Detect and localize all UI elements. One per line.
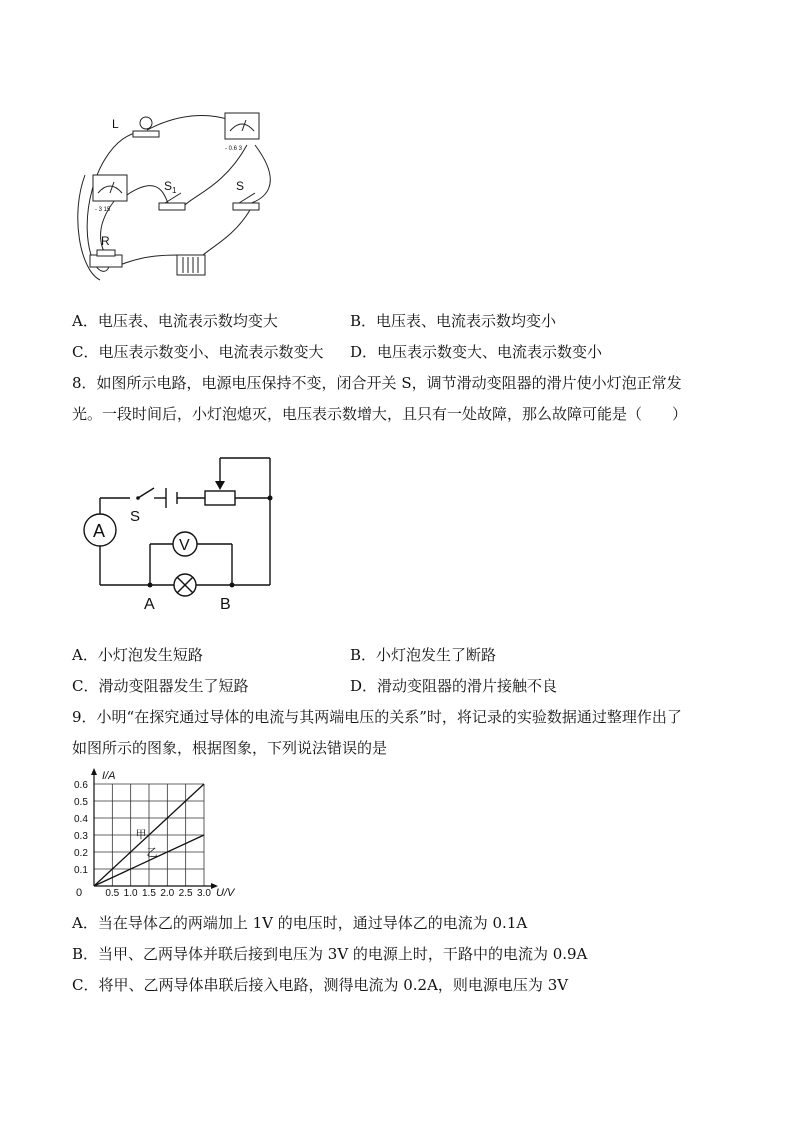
q8-option-b[interactable]: B．小灯泡发生了断路 — [350, 646, 497, 664]
q7-ammeter — [225, 113, 259, 152]
q8-circuit-diagram — [80, 448, 280, 616]
chart-x-tick-label: 2.5 — [178, 888, 193, 899]
q9-stem-line2: 如图所示的图象，根据图象，下列说法错误的是 — [72, 739, 388, 757]
q7-battery — [177, 255, 205, 275]
chart-x-tick-label: 2.0 — [160, 888, 175, 899]
q9-iv-chart — [72, 768, 262, 903]
q8-voltmeter — [173, 532, 197, 556]
q7-voltmeter — [93, 175, 127, 213]
q7-switch-s1-label: S — [164, 179, 173, 193]
q7-resistor-label: R — [101, 234, 110, 248]
chart-series-label: 甲 — [135, 829, 147, 842]
chart-y-arrow — [91, 768, 97, 775]
q9-option-a[interactable]: A．当在导体乙的两端加上 1V 的电压时，通过导体乙的电流为 0.1A — [72, 914, 528, 932]
q8-option-c[interactable]: C．滑动变阻器发生了短路 — [72, 677, 249, 695]
q8-stem-line1: 8．如图所示电路，电源电压保持不变，闭合开关 S，调节滑动变阻器的滑片使小灯泡正常发 — [72, 374, 682, 392]
q8-ammeter-label: A — [93, 521, 106, 541]
chart-y-tick-label: 0.6 — [74, 780, 88, 791]
chart-y-tick-label: 0.1 — [74, 865, 88, 876]
q8-voltmeter-label: V — [179, 537, 190, 554]
q7-voltmeter-scale: - 3 15 — [95, 207, 111, 213]
q8-stem-line2: 光。一段时间后，小灯泡熄灭，电压表示数增大，且只有一处故障，那么故障可能是（ ） — [72, 405, 688, 423]
chart-y-tick-label: 0.2 — [74, 848, 88, 859]
q9-option-b[interactable]: B．当甲、乙两导体并联后接到电压为 3V 的电源上时，干路中的电流为 0.9A — [72, 945, 588, 963]
q7-ammeter-scale: - 0.6 3 — [225, 146, 243, 152]
q9-option-c[interactable]: C．将甲、乙两导体串联后接入电路，测得电流为 0.2A，则电源电压为 3V — [72, 976, 569, 994]
chart-x-axis-label: U/V — [216, 887, 235, 899]
q8-switch-label: S — [130, 508, 141, 525]
q9-stem-line1: 9．小明“在探究通过导体的电流与其两端电压的关系”时，将记录的实验数据通过整理作出了 — [72, 708, 682, 726]
chart-y-tick-label: 0.5 — [74, 797, 88, 808]
q7-circuit-figure — [75, 105, 315, 295]
q7-option-a[interactable]: A．电压表、电流表示数均变大 — [72, 312, 278, 330]
chart-origin-label: 0 — [76, 887, 83, 899]
chart-x-tick-label: 0.5 — [105, 888, 120, 899]
q7-switch-s1 — [159, 179, 185, 210]
chart-x-tick-label: 1.0 — [123, 888, 138, 899]
q8-point-a-label: A — [144, 596, 155, 613]
chart-x-tick-label: 1.5 — [142, 888, 156, 899]
q8-ammeter — [84, 514, 116, 546]
chart-y-tick-label: 0.3 — [74, 831, 88, 842]
q7-switch-s — [233, 179, 259, 210]
q7-option-d[interactable]: D．电压表示数变大、电流表示数变小 — [350, 343, 603, 361]
q7-switch-s-label: S — [236, 179, 245, 193]
q8-point-b-label: B — [220, 596, 231, 613]
q8-option-d[interactable]: D．滑动变阻器的滑片接触不良 — [350, 677, 558, 695]
chart-x-tick-label: 3.0 — [197, 888, 211, 899]
q8-option-a[interactable]: A．小灯泡发生短路 — [72, 646, 203, 664]
chart-y-tick-label: 0.4 — [74, 814, 88, 825]
q7-resistor — [90, 234, 122, 267]
chart-y-axis-label: I/A — [102, 770, 116, 782]
chart-series-label: 乙 — [146, 846, 158, 859]
q7-option-b[interactable]: B．电压表、电流表示数均变小 — [350, 312, 557, 330]
q8-lamp — [174, 574, 196, 596]
q7-option-c[interactable]: C．电压表示数变小、电流表示数变大 — [72, 343, 324, 361]
q7-lamp-label: L — [112, 117, 119, 131]
q7-switch-s1-sub: 1 — [172, 186, 177, 195]
